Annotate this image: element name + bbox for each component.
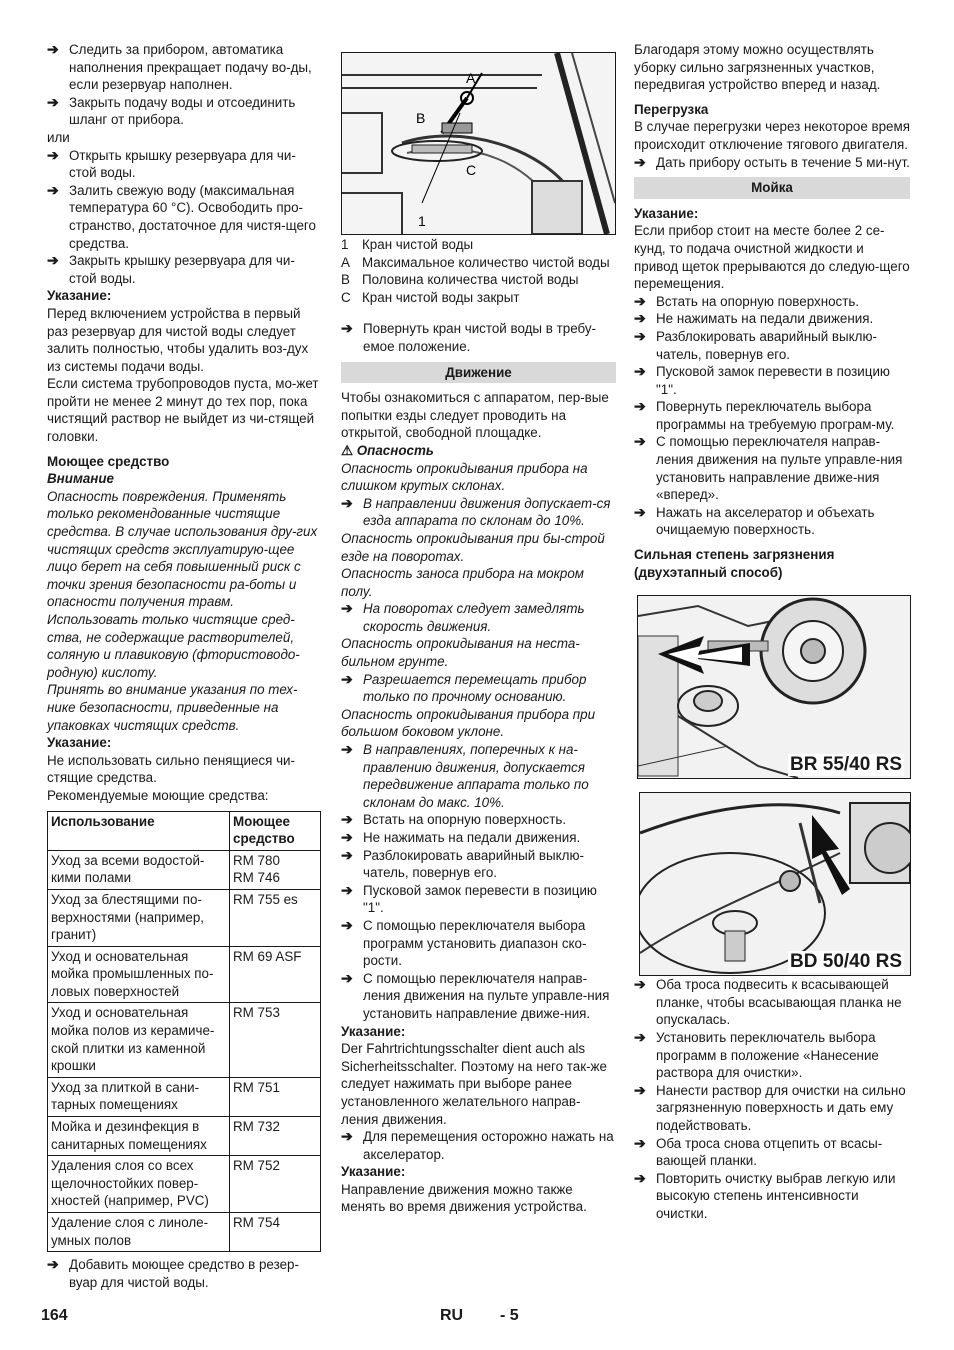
instruction-step: ➔ Повернуть переключатель выбора программы на требуемую програм-му. (634, 398, 910, 433)
body-text: В случае перегрузки через некоторое время происходит отключение тягового двигателя. (634, 119, 910, 152)
instruction-step: ➔ Повернуть кран чистой воды в требу-емое положение. (341, 320, 616, 355)
br-figure (637, 595, 911, 779)
note-title: Указание: (341, 1164, 406, 1180)
note-text: Der Fahrtrichtungsschalter dient auch als Sicherheitsschalter. Поэтому на него так-же следует нажимать при выборе ранее установленного желательного направ-ления движения. (341, 1041, 607, 1127)
note-text: Если прибор стоит на месте более 2 се-кунд, то подача очистной жидкости и привод щеток прерываются до следую-щего перемещения. (634, 223, 910, 292)
model-label-bd: BD 50/40 RS (790, 951, 902, 973)
table-row (48, 850, 321, 889)
fig-label-1: 1 (418, 213, 426, 229)
column-right (634, 41, 910, 1223)
section-heading-wash: Мойка (634, 177, 910, 199)
instruction-step: ➔ Установить переключатель выбора программ в положение «Нанесение раствора для очистки». (634, 1029, 910, 1082)
instruction-step: ➔ Встать на опорную поверхность. (341, 811, 616, 829)
recommended-label: Рекомендуемые моющие средства: (47, 787, 269, 803)
instruction-step: ➔ С помощью переключателя выбора программ установить диапазон ско-рости. (341, 917, 616, 970)
table-header: Моющее средство (230, 811, 321, 850)
danger-step: ➔ В направлении движения допускает-ся езда аппарата по склонам до 10%. (341, 495, 616, 530)
table-header-row (48, 811, 321, 850)
instruction-step: ➔ Оба троса подвесить к всасывающей планке, чтобы всасывающая планка не опускалась. (634, 976, 910, 1029)
body-text: Чтобы ознакомиться с аппаратом, пер-вые попытки езды следует проводить на открытой, свободной площадке. (341, 390, 609, 441)
danger-text: Опасность опрокидывания прибора на слишком крутых склонах. (341, 460, 588, 494)
instruction-step: ➔ С помощью переключателя направ-ления движения на пульте управле-ния установить направление движе-ния «вперед». (634, 433, 910, 503)
note-title: Указание: (634, 205, 699, 221)
table-cell: Уход за всеми водостой-кими полами (48, 850, 230, 889)
instruction-step: ➔ Для перемещения осторожно нажать на акселератор. (341, 1128, 616, 1163)
legend-item: A Максимальное количество чистой воды (341, 254, 610, 270)
instruction-step: ➔ Открыть крышку резервуара для чи-стой воды. (47, 147, 321, 182)
note-text: Направление движения можно также менять во время движения устройства. (341, 1181, 587, 1215)
table-cell: RM 754 (230, 1213, 321, 1252)
instruction-step: ➔ Оба троса снова отцепить от всасы-вающей планки. (634, 1135, 910, 1170)
instruction-step: ➔ С помощью переключателя направ-ления движения на пульте управле-ния установить направление движе-ния. (341, 970, 616, 1023)
danger-step: ➔ Разрешается перемещать прибор только по прочному основанию. (341, 671, 616, 706)
danger-text: Опасность опрокидывания на неста-бильном грунте. (341, 636, 580, 670)
bd-figure (639, 792, 911, 976)
table-row (48, 1156, 321, 1213)
table-row (48, 889, 321, 946)
danger-text: Опасность опрокидывания при бы-строй езде на поворотах. (341, 530, 605, 564)
instruction-step: ➔ Пусковой замок перевести в позицию "1". (341, 882, 616, 917)
instruction-step: ➔ Закрыть подачу воды и отсоединить шланг от прибора. (47, 94, 321, 129)
model-label-br: BR 55/40 RS (790, 754, 902, 776)
instruction-step: ➔ Повторить очистку выбрав легкую или высокую степень интенсивности очистки. (634, 1170, 910, 1223)
instruction-step: ➔ Следить за прибором, автоматика наполнения прекращает подачу во-ды, если резервуар наполнен. (47, 41, 321, 94)
table-cell: Удаления слоя со всех щелочностойких повер-хностей (например, PVC) (48, 1156, 230, 1213)
detergent-table (47, 811, 321, 1253)
table-cell: Уход за плиткой в сани-тарных помещениях (48, 1077, 230, 1116)
instruction-step: ➔ Разблокировать аварийный выклю-чатель, повернув его. (341, 847, 616, 882)
legend-item: B Половина количества чистой воды (341, 272, 579, 288)
table-cell: Мойка и дезинфекция в санитарных помещениях (48, 1117, 230, 1156)
column-left (47, 41, 321, 1291)
tap-figure (341, 52, 616, 235)
table-cell: Уход за блестящими по-верхностями (например, гранит) (48, 889, 230, 946)
table-cell: RM 755 es (230, 889, 321, 946)
table-cell: RM 752 (230, 1156, 321, 1213)
note-title: Указание: (47, 735, 112, 751)
table-cell: RM 751 (230, 1077, 321, 1116)
heavy-soiling-heading: Сильная степень загрязнения (двухэтапный способ) (634, 547, 835, 580)
note-title: Указание: (47, 288, 112, 304)
table-header: Использование (48, 811, 230, 850)
table-row (48, 1077, 321, 1116)
note-text: Перед включением устройства в первый раз резервуар для чистой воды следует залить полностью, чтобы удалить воз-дух из системы подачи воды. (47, 305, 309, 374)
danger-text: Опасность заноса прибора на мокром полу. (341, 566, 584, 599)
table-row (48, 946, 321, 1003)
instruction-step: ➔ Нанести раствор для очистки на сильно загрязненную поверхность и дать ему подействовать. (634, 1082, 910, 1135)
danger-text: Опасность опрокидывания прибора при большом боковом уклоне. (341, 706, 596, 740)
body-text: Благодаря этому можно осуществлять уборку сильно загрязненных участков, передвигая устройство вперед и назад. (634, 42, 881, 93)
table-cell: RM 753 (230, 1003, 321, 1077)
warning-icon: ⚠ (341, 442, 354, 458)
legend-item: C Кран чистой воды закрыт (341, 289, 520, 305)
caution-text: Опасность повреждения. Применять только рекомендованные чистящие средства. В случае использования дру-гих чистящих средств эксплуатирую-щее лицо берет на себя повышенный риск с точки зрения безопасности ра-боты и опасности получения травм. Использовать только чистящие сред-ства, не содержащие растворителей, соляную и плавиковую (фтористоводо-родную) кислоту. (47, 488, 318, 680)
instruction-step: ➔ Пусковой замок перевести в позицию "1". (634, 363, 910, 398)
page-suffix: - 5 (500, 1307, 519, 1324)
instruction-step: ➔ Закрыть крышку резервуара для чи-стой воды. (47, 252, 321, 287)
instruction-step: ➔ Встать на опорную поверхность. (634, 293, 910, 311)
column-middle (341, 41, 616, 1216)
fig-label-c: C (466, 162, 477, 178)
language-code: RU (440, 1307, 464, 1324)
table-row (48, 1117, 321, 1156)
table-row (48, 1213, 321, 1252)
figure-legend (341, 236, 616, 306)
instruction-step: ➔ Разблокировать аварийный выклю-чатель, повернув его. (634, 328, 910, 363)
table-cell: RM 732 (230, 1117, 321, 1156)
br-machine-illustration-icon (638, 596, 910, 778)
table-row (48, 1003, 321, 1077)
table-cell: RM 780 RM 746 (230, 850, 321, 889)
caution-title: Внимание (47, 471, 115, 487)
fig-label-a: A (466, 70, 476, 86)
danger-title: ⚠ Опасность (341, 442, 434, 458)
section-heading-movement: Движение (341, 362, 616, 384)
note-text: Не использовать сильно пенящиеся чи-стящие средства. (47, 752, 295, 786)
caution-text: Принять во внимание указания по тех-нике безопасности, приведенные на упаковках чистящих средств. (47, 682, 298, 733)
instruction-step: ➔ Не нажимать на педали движения. (634, 310, 910, 328)
instruction-step: ➔ Не нажимать на педали движения. (341, 829, 616, 847)
fig-label-b: B (416, 110, 426, 126)
detergent-heading: Моющее средство (47, 453, 170, 469)
instruction-step: ➔ Дать прибору остыть в течение 5 ми-нут. (634, 154, 910, 172)
or-text: или (47, 129, 70, 145)
danger-step: ➔ В направлениях, поперечных к на-правлению движения, допускается передвижение аппарата только по склонам до макс. 10%. (341, 741, 616, 811)
danger-step: ➔ На поворотах следует замедлять скорость движения. (341, 600, 616, 635)
note-title: Указание: (341, 1023, 406, 1039)
legend-item: 1 Кран чистой воды (341, 237, 474, 252)
page-number: 164 (41, 1307, 68, 1324)
instruction-step: ➔ Нажать на акселератор и объехать очищаемую поверхность. (634, 504, 910, 539)
tap-illustration-icon (342, 53, 615, 234)
bd-machine-illustration-icon (640, 793, 910, 975)
overload-heading: Перегрузка (634, 101, 709, 117)
instruction-step: ➔ Залить свежую воду (максимальная температура 60 °C). Освободить про-странство, достаточное для чистя-щего средства. (47, 182, 321, 252)
table-cell: Уход и основательная мойка полов из керамиче-ской плитки из каменной крошки (48, 1003, 230, 1077)
table-cell: RM 69 ASF (230, 946, 321, 1003)
table-cell: Удаление слоя с линоле-умных полов (48, 1213, 230, 1252)
note-text: Если система трубопроводов пуста, мо-жет пройти не менее 2 минут до тех пор, пока чистящий раствор не выйдет из чи-стящей головки. (47, 376, 319, 445)
instruction-step: ➔ Добавить моющее средство в резер-вуар для чистой воды. (47, 1256, 321, 1291)
table-cell: Уход и основательная мойка промышленных по-ловых поверхностей (48, 946, 230, 1003)
